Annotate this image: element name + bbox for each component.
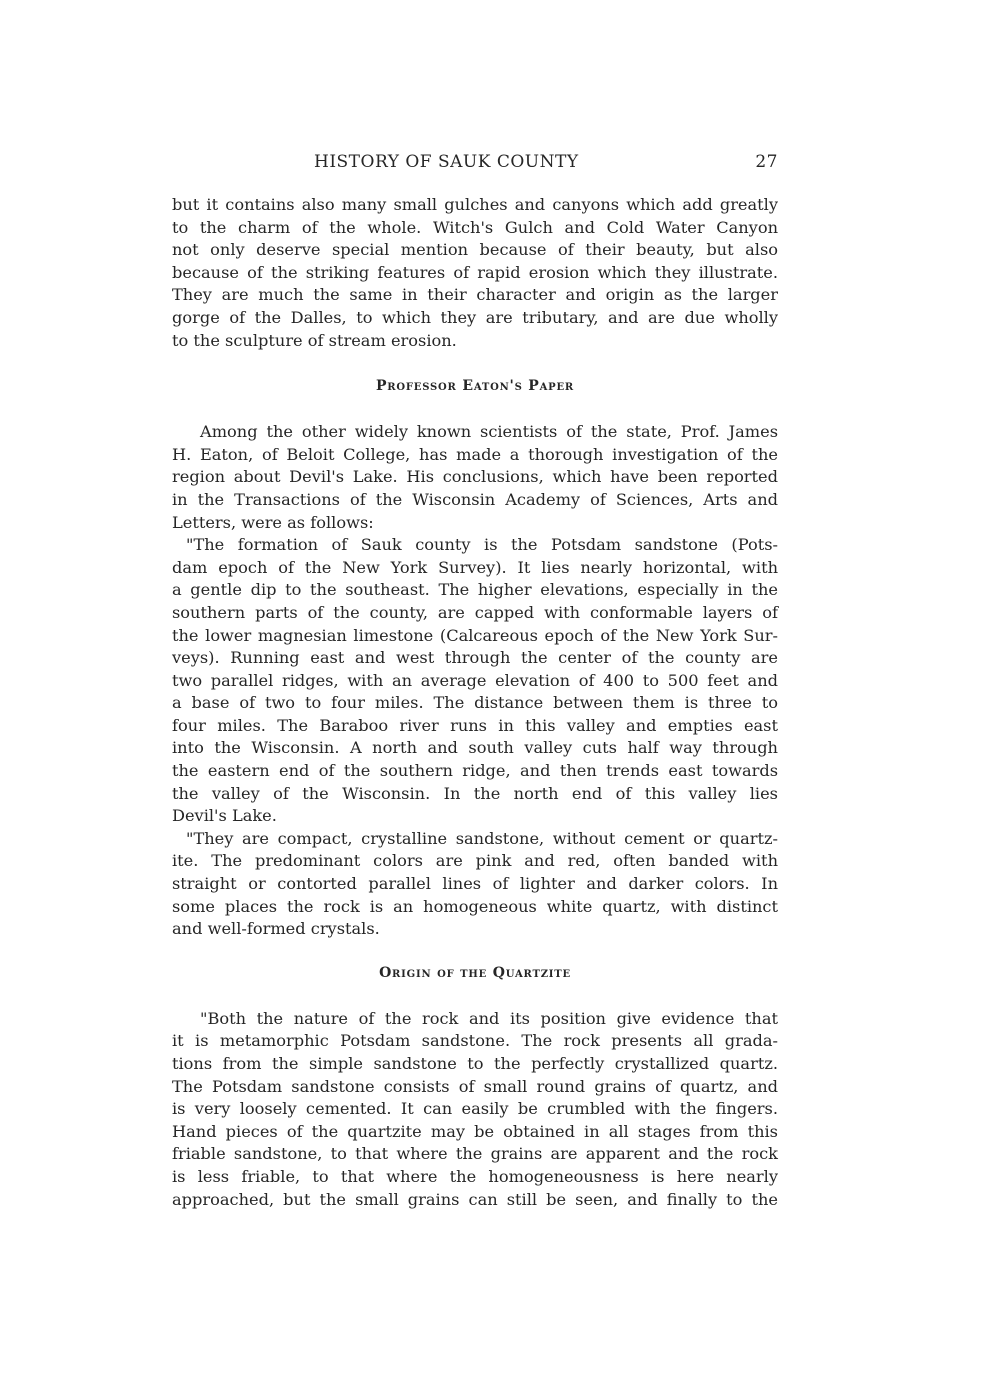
section-heading: Origin of the Quartzite <box>379 964 571 981</box>
text-line: "The formation of Sauk county is the Potsdam sandstone (Pots- <box>186 535 778 555</box>
paragraph <box>172 421 778 534</box>
text-line: but it contains also many small gulches and canyons which add greatly <box>172 195 778 214</box>
text-line: They are much the same in their character and origin as the larger <box>172 285 778 305</box>
text-line: ite. The predominant colors are pink and red, often banded with <box>172 851 778 871</box>
text-line: because of the striking features of rapid erosion which they illustrate. <box>172 262 778 282</box>
quoted-paragraph <box>172 828 778 941</box>
text-line: region about Devil's Lake. His conclusions, which have been reported <box>172 467 778 487</box>
text-line: southern parts of the county, are capped with conformable layers of <box>172 602 778 622</box>
quoted-paragraph <box>172 534 778 828</box>
text-line: is very loosely cemented. It can easily be crumbled with the fingers. <box>172 1099 778 1119</box>
text-line: in the Transactions of the Wisconsin Academy of Sciences, Arts and <box>172 489 778 509</box>
text-line: it is metamorphic Potsdam sandstone. The rock presents all grada- <box>172 1031 778 1051</box>
text-line: a base of two to four miles. The distance between them is three to <box>172 693 778 713</box>
text-line: into the Wisconsin. A north and south valley cuts half way through <box>172 738 778 758</box>
text-line: dam epoch of the New York Survey). It lies nearly horizontal, with <box>172 557 778 577</box>
running-title: HISTORY OF SAUK COUNTY <box>314 152 579 172</box>
text-line: some places the rock is an homogeneous white quartz, with distinct <box>172 896 778 916</box>
running-head <box>172 152 778 178</box>
section-heading: Professor Eaton's Paper <box>375 378 575 395</box>
text-line: approached, but the small grains can still be seen, and finally to the <box>172 1189 778 1209</box>
text-line: Letters, were as follows: <box>172 512 374 532</box>
text-line: Among the other widely known scientists of the state, Prof. James <box>200 422 778 442</box>
text-line: "They are compact, crystalline sandstone, without cement or quartz- <box>186 828 778 848</box>
page-number: 27 <box>755 152 778 172</box>
text-line: The Potsdam sandstone consists of small round grains of quartz, and <box>172 1076 778 1096</box>
book-page <box>172 152 778 1211</box>
quoted-paragraph <box>172 1008 778 1211</box>
text-line: the valley of the Wisconsin. In the north end of this valley lies <box>172 783 778 803</box>
text-line: "Both the nature of the rock and its position give evidence that <box>200 1008 778 1028</box>
text-line: Devil's Lake. <box>172 806 277 826</box>
text-line: gorge of the Dalles, to which they are tributary, and are due wholly <box>172 307 778 327</box>
text-line: the lower magnesian limestone (Calcareous epoch of the New York Sur- <box>172 625 778 645</box>
text-line: two parallel ridges, with an average elevation of 400 to 500 feet and <box>172 670 778 690</box>
text-line: friable sandstone, to that where the grains are apparent and the rock <box>172 1144 778 1164</box>
paragraph-continuation <box>172 194 778 352</box>
text-line: H. Eaton, of Beloit College, has made a thorough investigation of the <box>172 444 778 464</box>
text-line: to the sculpture of stream erosion. <box>172 330 457 350</box>
text-line: Hand pieces of the quartzite may be obtained in all stages from this <box>172 1121 778 1141</box>
text-line: a gentle dip to the southeast. The higher elevations, especially in the <box>172 580 778 600</box>
text-line: tions from the simple sandstone to the perfectly crystallized quartz. <box>172 1054 778 1073</box>
text-line: veys). Running east and west through the center of the county are <box>172 648 778 668</box>
text-line: four miles. The Baraboo river runs in this valley and empties east <box>172 715 778 735</box>
text-line: not only deserve special mention because of their beauty, but also <box>172 240 778 260</box>
text-line: is less friable, to that where the homogeneousness is here nearly <box>172 1166 778 1186</box>
text-line: to the charm of the whole. Witch's Gulch and Cold Water Canyon <box>172 217 778 237</box>
text-line: and well-formed crystals. <box>172 919 380 939</box>
text-line: straight or contorted parallel lines of lighter and darker colors. In <box>172 874 778 894</box>
text-line: the eastern end of the southern ridge, and then trends east towards <box>172 761 778 781</box>
